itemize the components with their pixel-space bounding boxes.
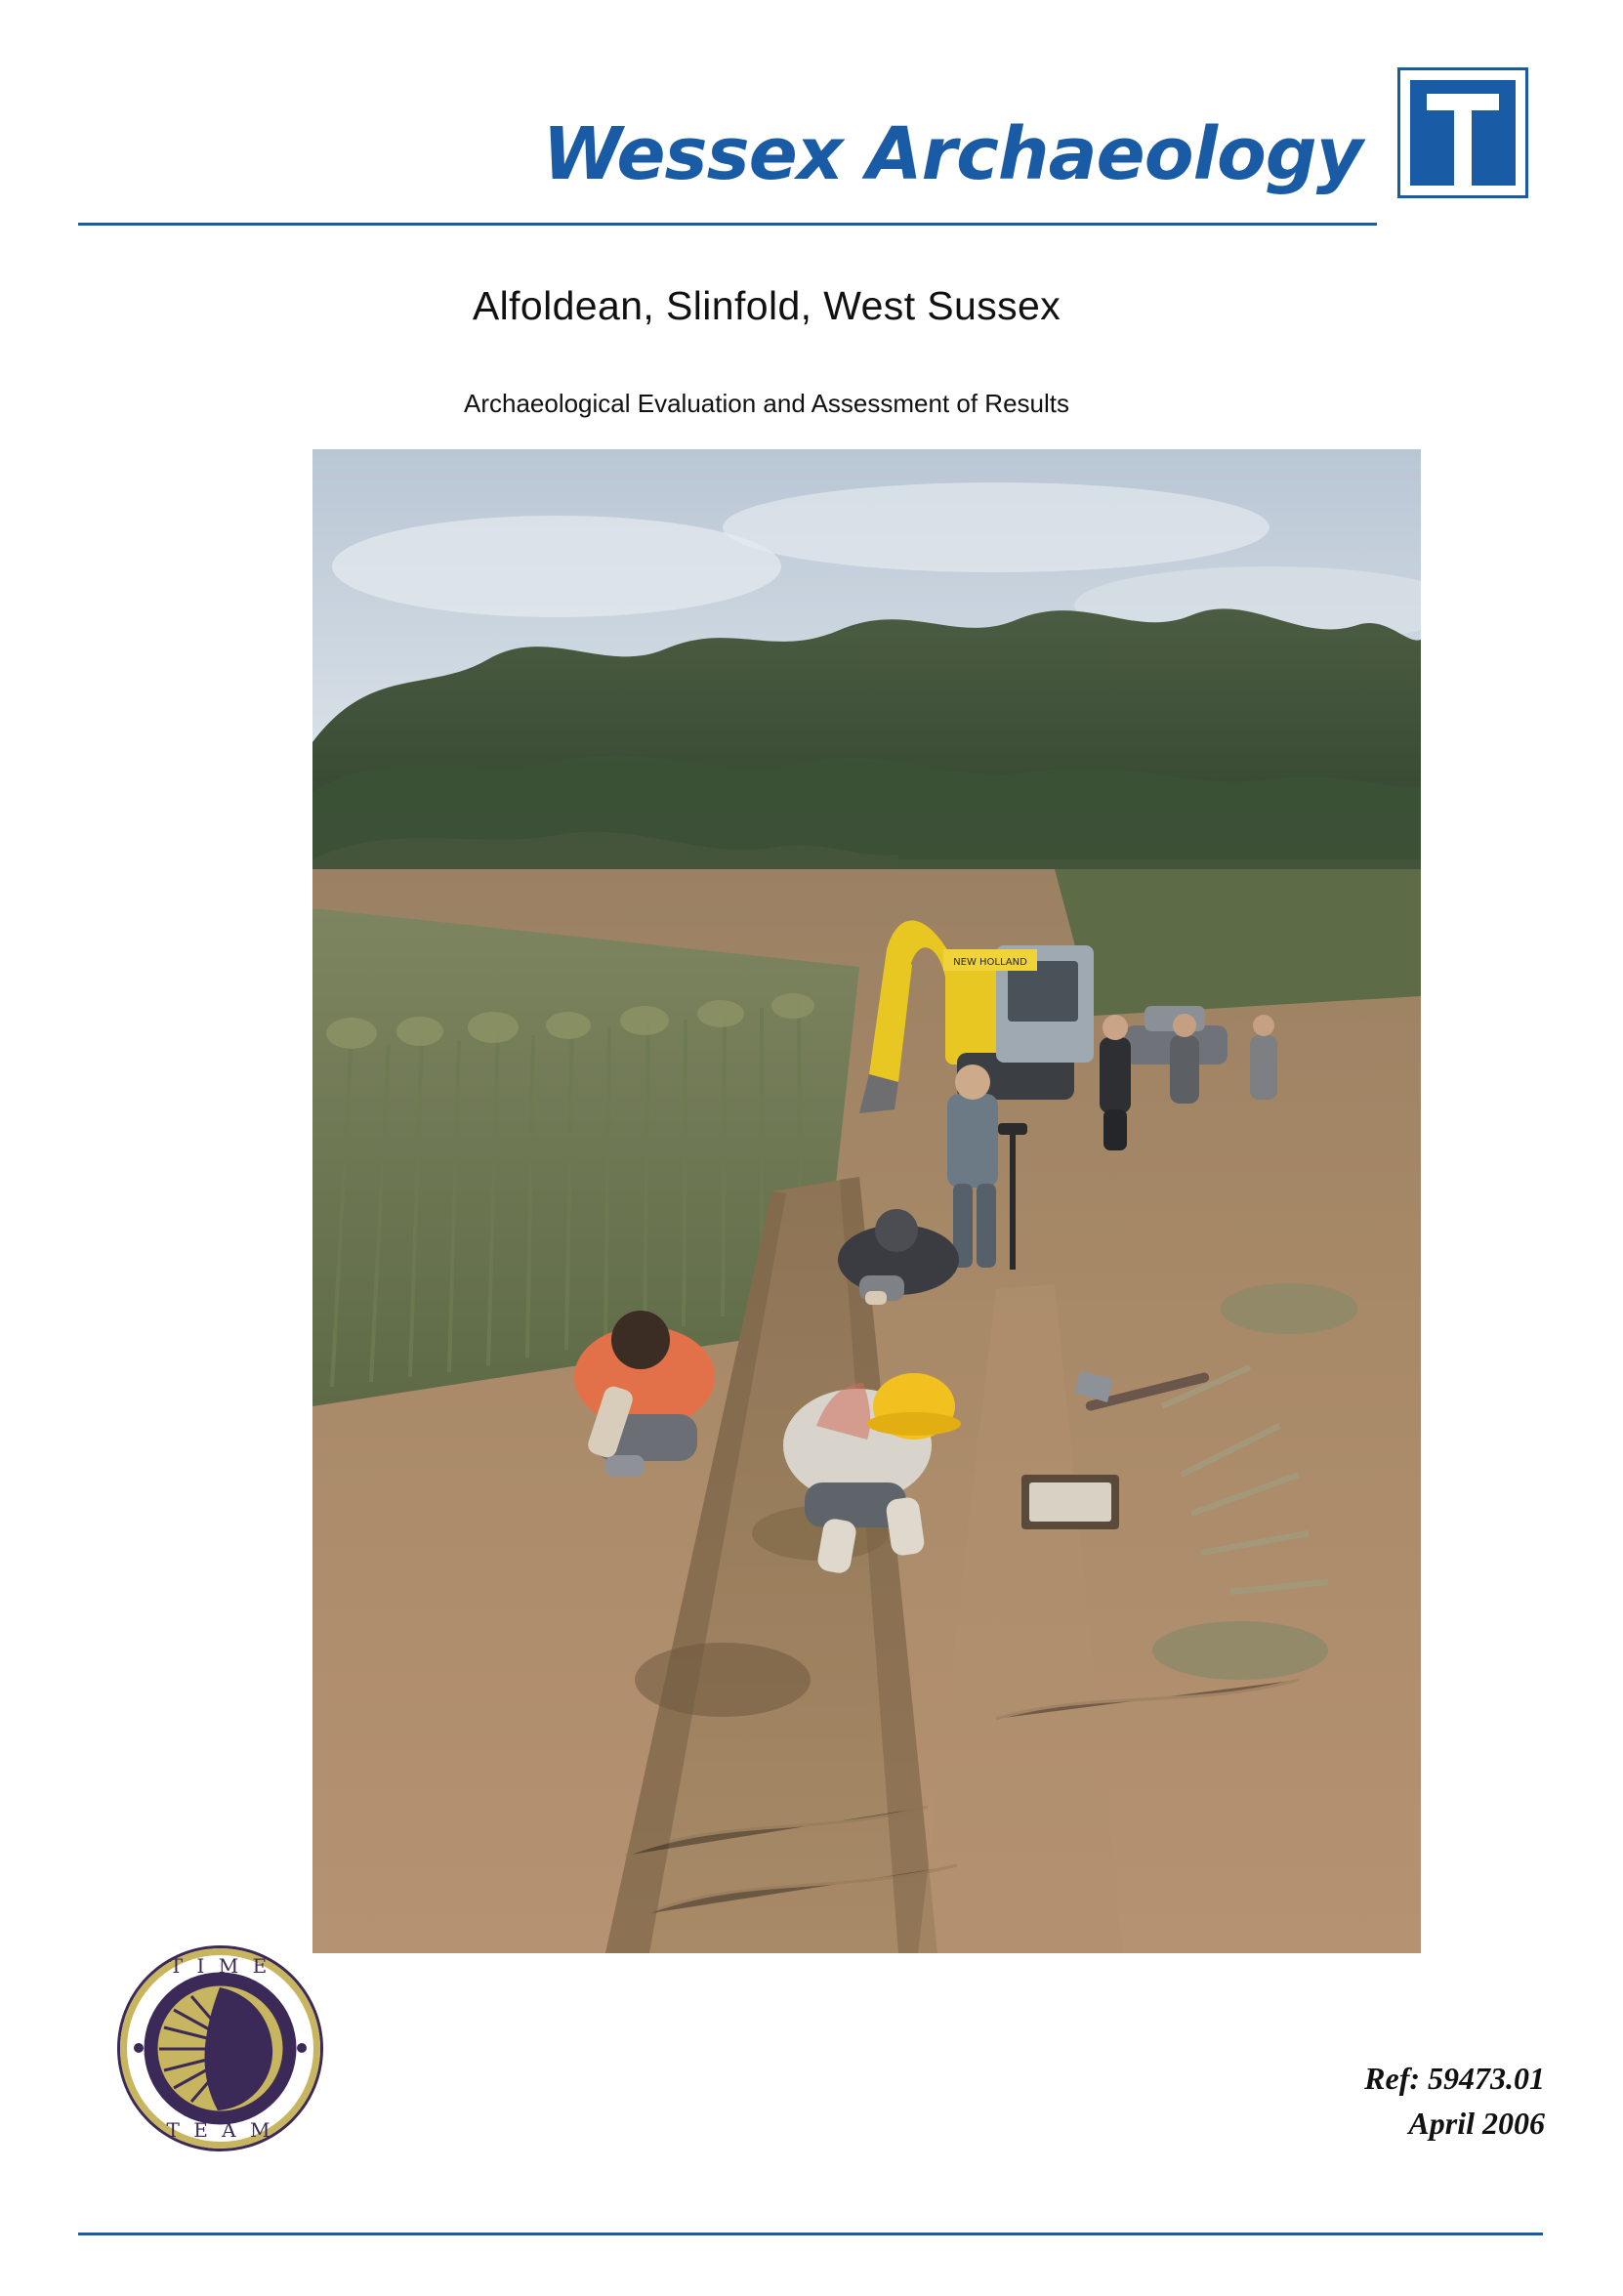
page-subtitle: Archaeological Evaluation and Assessment of Results xyxy=(463,389,1069,418)
time-team-top-text: T I M E xyxy=(169,1954,271,1978)
header-divider xyxy=(78,223,1377,226)
reference-block xyxy=(1364,2056,1545,2147)
time-team-roundel-icon xyxy=(115,1943,325,2153)
wessex-t-logo-icon xyxy=(1400,70,1525,195)
cover-photograph xyxy=(312,449,1421,1953)
report-reference: Ref: 59473.01 xyxy=(1364,2061,1545,2096)
page-title: Alfoldean, Slinfold, West Sussex xyxy=(472,283,1061,328)
document-header xyxy=(78,59,1543,225)
footer-divider xyxy=(78,2233,1543,2235)
time-team-bottom-text: T E A M xyxy=(166,2118,274,2142)
report-date: April 2006 xyxy=(1408,2106,1545,2142)
svg-text:NEW HOLLAND: NEW HOLLAND xyxy=(953,957,1027,968)
brand-title: Wessex Archaeology xyxy=(542,112,1362,196)
